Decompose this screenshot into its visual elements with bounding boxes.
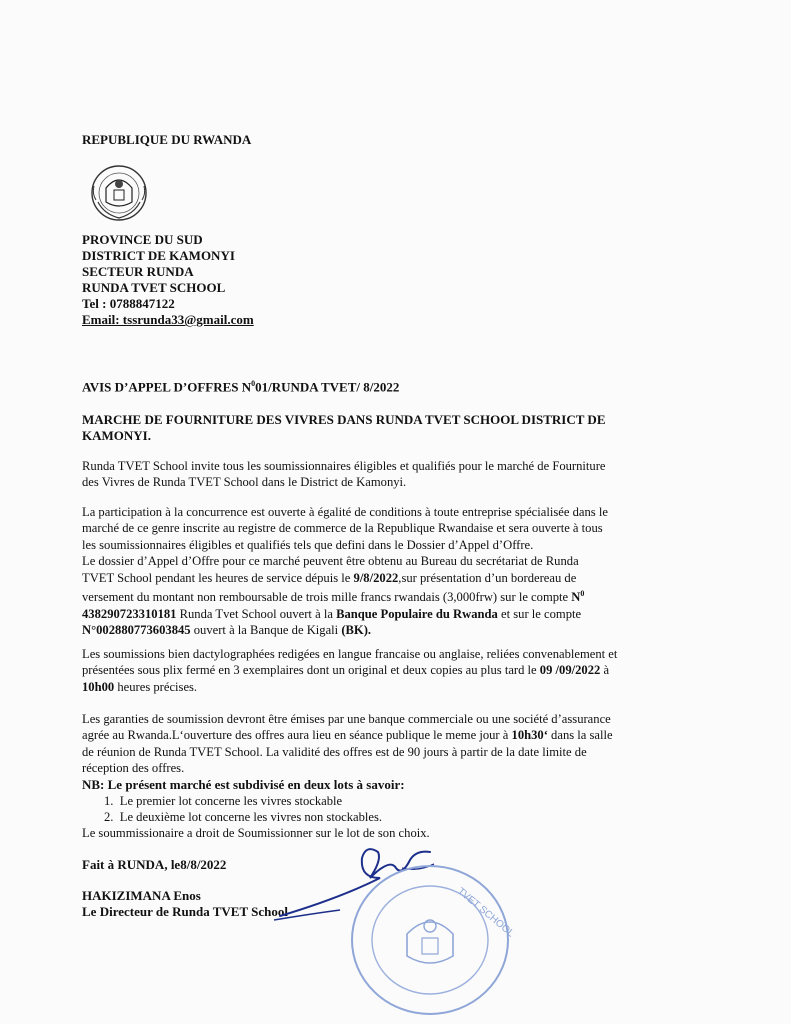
paragraph-participation: La participation à la concurrence est ouverte à égalité de conditions à toute entreprise spécialisée dans le marché de ce genre inscrite au registre de commerce de la Republique Rwandaise et sera ouverte à tous les soumissionnaires éligibles et qualifiés tels que defini dans le Dossier d’Appel d’Offre. Le dossier d’Appel d’Offre pour ce marché peuvent être obtenu au Bureau du secrétariat de Runda TVET School pendant les heures de service dépuis le 9/8/2022,sur présentation d’un bordereau de versement du montant non remboursable de trois mille francs rwandais (3,000frw) sur le compte $N^0$ 438290723310181 Runda Tvet School ouvert à la Banque Populaire du Rwanda et sur le compte N°002880773603845 ouvert à la Banque de Kigali (BK). xyxy=(82,505,608,638)
paragraph-invitation: Runda TVET School invite tous les soumissionnaires éligibles et qualifiés pour le marché de Fourniture des Vivres de Runda TVET School dans le District de Kamonyi. xyxy=(82,459,606,490)
sector-line: SECTEUR RUNDA xyxy=(82,264,194,279)
nb-heading: NB: Le présent marché est subdivisé en deux lots à savoir: xyxy=(82,777,405,792)
paragraph-submission: Les soumissions bien dactylographées redigées en langue francaise ou anglaise, reliées convenablement et présentées sous plix fermé en 3 exemplaires dont un original et deux copies au plus tard le 09 /09/2022 à 10h00 heures précises. xyxy=(82,647,618,694)
paragraph-guarantees: Les garanties de soumission devront être émises par une banque commerciale ou une société d’assurance agrée au Rwanda.L‘ouverture des offres aura lieu en séance publique le meme jour à 10h30‘ dans la salle de réunion de Runda TVET School. La validité des offres est de 90 jours à partir de la date limite de réception des offres. xyxy=(82,712,613,776)
coat-of-arms-emblem xyxy=(84,162,154,224)
place-date: Fait à RUNDA, le8/8/2022 xyxy=(82,857,227,872)
lots-list xyxy=(104,793,382,826)
notice-title: AVIS D’APPEL D’OFFRES $N^001$/RUNDA TVET/ 8/2022 xyxy=(82,379,400,395)
list-item: 2. Le deuxième lot concerne les vivres non stockables. xyxy=(104,810,383,825)
choice-line: Le soummissionaire a droit de Soumissionner sur le lot de son choix. xyxy=(82,826,430,840)
list-item: 1. Le premier lot concerne les vivres stockable xyxy=(104,794,343,808)
email-line: Email: tssrunda33@gmail.com xyxy=(82,312,254,327)
issuer-block xyxy=(82,232,254,328)
province-line: PROVINCE DU SUD xyxy=(82,232,203,247)
country-title: REPUBLIQUE DU RWANDA xyxy=(82,132,252,147)
signatory-name: HAKIZIMANA Enos xyxy=(82,888,201,903)
district-line: DISTRICT DE KAMONYI xyxy=(82,248,235,263)
stamp-text: TVET SCHOOL xyxy=(455,885,515,940)
phone-line: Tel : 0788847122 xyxy=(82,296,175,311)
school-line: RUNDA TVET SCHOOL xyxy=(82,280,226,295)
school-stamp xyxy=(345,858,515,1018)
notice-subject: MARCHE DE FOURNITURE DES VIVRES DANS RUNDA TVET SCHOOL DISTRICT DE KAMONYI. xyxy=(82,412,606,443)
signatory-title: Le Directeur de Runda TVET School xyxy=(82,904,288,919)
